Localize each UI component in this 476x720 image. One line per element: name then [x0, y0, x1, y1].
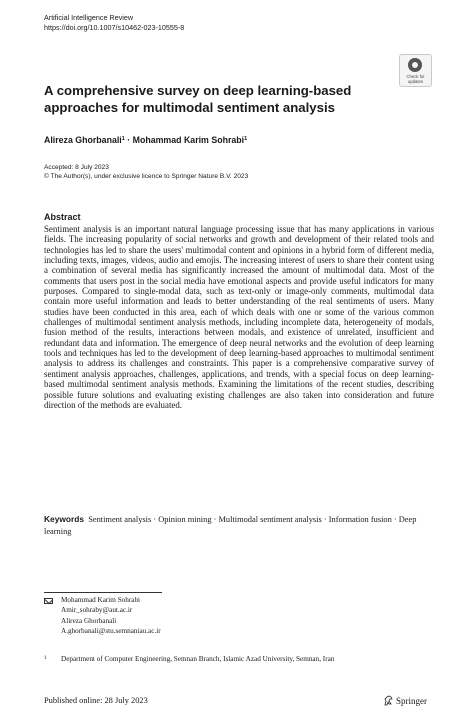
author-name[interactable]: Alireza Ghorbanali [44, 135, 122, 145]
author-name[interactable]: Mohammad Karim Sohrabi [132, 135, 245, 145]
author-separator: · [124, 135, 133, 145]
check-for-updates-icon [408, 58, 422, 72]
correspondent-email[interactable]: Amir_sohraby@aut.ac.ir [61, 605, 133, 614]
paper-title: A comprehensive survey on deep learning-based approaches for multimodal sentiment analysis [44, 83, 352, 115]
footnote-divider [44, 592, 162, 593]
author-list [44, 134, 247, 146]
keywords-heading: Keywords [44, 514, 85, 524]
correspondent-name: Mohammad Karim Sohrabi [61, 596, 141, 604]
badge-line2: updates [408, 79, 423, 84]
abstract-text: Sentiment analysis is an important natural language processing issue that has many applications in various fields. The increasing popularity of social networks and growth and development of their related tools and technologies has led to share the users' multimodal content and opinions in a hybrid form of different media, including texts, images, videos, audio and emojis. The increasing interest of users to share their content using a combination of several media has significantly increased the amount of multimodal data. Most of the comments that users post in the social media have emotional aspects and provide useful indicators for many purposes. Compared to single-modal data, such as text-only or image-only comments, multimodal data contain more useful information and leads to better understanding of the real sentiments of users. Many studies have been conducted in this area, each of which deals with one or some of the various common challenges of multimodal sentiment analysis methods, including incomplete data, heterogeneity of modals, fusion method of the results, interactions between modals, and existence of unrelated, insufficient and redundant data and information. The emergence of deep neural networks and the evolution of deep learning tools and techniques has led to the development of deep learning-based approaches to multimodal sentiment analysis to address its challenges and constraints. This paper is a comprehensive comparative survey of sentiment analysis approaches, challenges, applications, and trends, with a special focus on deep learning-based multimodal sentiment analysis methods. Examining the limitations of the recent studies, describing possible future solutions and evaluating existing challenges are also taken into consideration and future direction of the methods are evaluated. [44, 224, 434, 410]
abstract-heading: Abstract [44, 212, 81, 222]
badge-line1: Check for [406, 74, 425, 79]
keywords-section [44, 514, 434, 537]
publisher-name: Springer [396, 696, 427, 706]
copyright-line: © The Author(s), under exclusive licence to Springer Nature B.V. 2023 [44, 173, 249, 180]
keywords-list: Sentiment analysis · Opinion mining · Multimodal sentiment analysis · Information fusion · Deep learning [44, 515, 417, 536]
springer-logo[interactable] [383, 695, 427, 706]
affiliation-marker: 1 [244, 136, 248, 142]
journal-name: Artificial Intelligence Review [44, 13, 134, 22]
affiliation-text: Department of Computer Engineering, Semnan Branch, Islamic Azad University, Semnan, Iran [61, 655, 335, 663]
envelope-icon [44, 598, 53, 604]
correspondent-email[interactable]: A.ghorbanali@stu.semnaniau.ac.ir [61, 626, 161, 635]
affiliation-marker: 1 [121, 136, 125, 142]
springer-horse-icon [383, 695, 394, 706]
accepted-date: Accepted: 8 July 2023 [44, 164, 109, 171]
doi-link[interactable]: https://doi.org/10.1007/s10462-023-10555-8 [44, 23, 185, 32]
affiliation-number: 1 [44, 655, 47, 661]
published-online-date: Published online: 28 July 2023 [44, 696, 148, 705]
correspondent-name: Alireza Ghorbanali [61, 617, 117, 626]
